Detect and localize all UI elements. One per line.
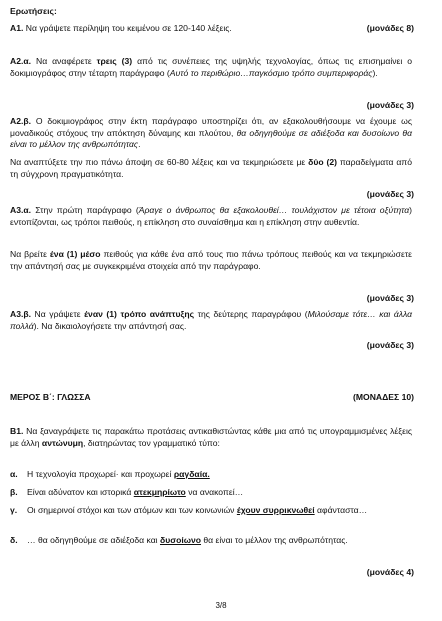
question-a2b-task-text-2: παραδείγματα από τη σύγχρονη πραγματικότητα. xyxy=(10,157,413,179)
question-a3a xyxy=(10,205,412,228)
question-a2a xyxy=(10,56,412,79)
question-a2b-marks: (μονάδες 3) xyxy=(366,189,414,199)
b1-item-text-pre: … θα οδηγηθούμε σε αδιέξοδα και xyxy=(27,535,160,545)
question-b1-label: Β1. xyxy=(10,426,24,436)
b1-item-underlined-word: έχουν συρρικνωθεί xyxy=(236,505,315,515)
b1-item-text-post: να ανακοπεί… xyxy=(185,487,244,497)
question-a2b-label: Α2.β. xyxy=(10,116,32,126)
question-a3b-method: έναν (1) τρόπο ανάπτυξης xyxy=(84,309,195,319)
b1-item-text-pre: Είναι αδύνατον και ιστορικά xyxy=(27,487,134,497)
question-a2a-quote: Αυτό το περιθώριο…παγκόσμιο τρόπο συμπεριφοράς xyxy=(169,67,373,78)
section-b-title: ΜΕΡΟΣ Β΄: ΓΛΩΣΣΑ xyxy=(10,392,91,402)
question-b1-text-2: , διατηρώντας τον γραμματικό τύπο: xyxy=(83,437,220,448)
b1-item-text-post: θα είναι το μέλλον της ανθρωπότητας. xyxy=(201,535,348,545)
question-b1-text-1: Να ξαναγράψετε τις παρακάτω προτάσεις αντικαθιστώντας κάθε μια από τις υπογραμμισμένες λέξεις με άλλη xyxy=(10,426,412,448)
b1-item-text-post: αφάνταστα… xyxy=(314,505,368,515)
question-a2b xyxy=(10,116,412,151)
question-a2b-task xyxy=(10,157,412,180)
question-a1-text: Να γράψετε περίληψη του κειμένου σε 120-140 λέξεις. xyxy=(23,23,232,33)
question-a2b-text-2: . xyxy=(138,139,141,150)
b1-item-letter: β. xyxy=(10,487,18,497)
question-a3a-task-text-2: πειθούς για κάθε ένα από τους πιο πάνω τρόπους πειθούς και να τεκμηριώσετε την απάντησή σας με συγκεκριμένα στοιχεία από την παράγραφο. xyxy=(10,249,413,271)
b1-item-text xyxy=(27,469,412,481)
question-a2b-count: δύο (2) xyxy=(308,157,337,167)
question-b1 xyxy=(10,426,412,449)
b1-item-letter: γ. xyxy=(10,505,18,515)
question-a2b-task-text-1: Να αναπτύξετε την πιο πάνω άποψη σε 60-80 λέξεις και να τεκμηριώσετε με xyxy=(10,157,309,167)
question-b1-marks: (μονάδες 4) xyxy=(366,567,414,577)
b1-item-list xyxy=(10,469,412,565)
question-a3a-label: Α3.α. xyxy=(10,205,32,215)
section-b-marks: (ΜΟΝΑΔΕΣ 10) xyxy=(353,392,414,402)
question-a2a-count: τρεις (3) xyxy=(96,56,133,66)
question-a3a-marks: (μονάδες 3) xyxy=(366,293,414,303)
b1-item-underlined-word: ραγδαία. xyxy=(173,469,210,479)
b1-item-text-pre: Η τεχνολογία προχωρεί· και προχωρεί xyxy=(27,469,174,479)
b1-item-underlined-word: δυσοίωνο xyxy=(159,535,202,545)
question-a2a-marks: (μονάδες 3) xyxy=(366,100,414,110)
b1-item-text xyxy=(27,505,412,517)
b1-item-beta xyxy=(10,487,412,505)
b1-item-text-pre: Οι σημερινοί στόχοι και των ατόμων και των κοινωνιών xyxy=(27,505,237,515)
b1-item-underlined-word: ατεκμηρίωτο xyxy=(133,487,186,497)
question-a3b-label: Α3.β. xyxy=(10,309,32,319)
question-a2a-text-2: από τις συνέπειες της υψηλής τεχνολογίας, όπως τις επισημαίνει ο δοκιμιογράφος στην τέταρτη παράγραφο ( xyxy=(10,56,413,78)
b1-item-text xyxy=(27,487,412,499)
question-a3a-quote: Άραγε ο άνθρωπος θα εξακολουθεί… τουλάχιστον με τέτοια οξύτητα xyxy=(138,205,410,215)
section-heading-questions: Ερωτήσεις: xyxy=(10,6,57,16)
question-a1-label: Α1. xyxy=(10,23,24,33)
question-a2b-quote: θα οδηγηθούμε σε αδιέξοδα και δυσοίωνο θα είναι το μέλλον της ανθρωπότητας xyxy=(10,127,412,150)
b1-item-alpha xyxy=(10,469,412,487)
b1-item-delta xyxy=(10,535,412,565)
question-a2a-text-3: ). xyxy=(372,67,378,78)
question-a3a-count: ένα (1) μέσο xyxy=(49,249,101,259)
question-a3b xyxy=(10,309,412,332)
question-a2b-text-1: Ο δοκιμιογράφος στην έκτη παράγραφο υποστηρίζει ότι, αν εξακολουθήσουμε να έχουμε ως μοναδικούς στόχους την απόκτηση δύναμης και πλούτου, xyxy=(10,116,412,138)
b1-item-text xyxy=(27,535,412,547)
page-number: 3/8 xyxy=(215,601,227,610)
b1-item-letter: α. xyxy=(10,469,18,479)
question-a3a-task xyxy=(10,249,412,272)
question-a1 xyxy=(10,23,410,35)
question-a3b-marks: (μονάδες 3) xyxy=(366,340,414,350)
question-a3a-task-text-1: Να βρείτε xyxy=(10,249,50,259)
question-a3b-text-2: της δεύτερης παραγράφου ( xyxy=(194,309,308,319)
b1-item-letter: δ. xyxy=(10,535,18,545)
b1-item-gamma xyxy=(10,505,412,535)
question-a2a-label: Α2.α. xyxy=(10,56,32,66)
question-a3b-text-3: ). Να δικαιολογήσετε την απάντησή σας. xyxy=(33,320,187,331)
question-a3a-text-1: Στην πρώτη παράγραφο ( xyxy=(31,205,139,215)
question-a3a-text-2: ) εντοπίζονται, ως τρόποι πειθούς, η επίκληση στο συναίσθημα και η επίκληση στην αυθεντία. xyxy=(10,205,412,227)
question-a3b-quote: Μιλούσαμε τότε… και άλλα πολλά xyxy=(10,309,412,331)
question-a3b-text-1: Να γράψετε xyxy=(31,309,85,319)
question-a1-marks: (μονάδες 8) xyxy=(366,23,414,33)
question-a2a-text-1: Να αναφέρετε xyxy=(31,56,97,66)
question-b1-keyword: αντώνυμη xyxy=(41,437,84,448)
